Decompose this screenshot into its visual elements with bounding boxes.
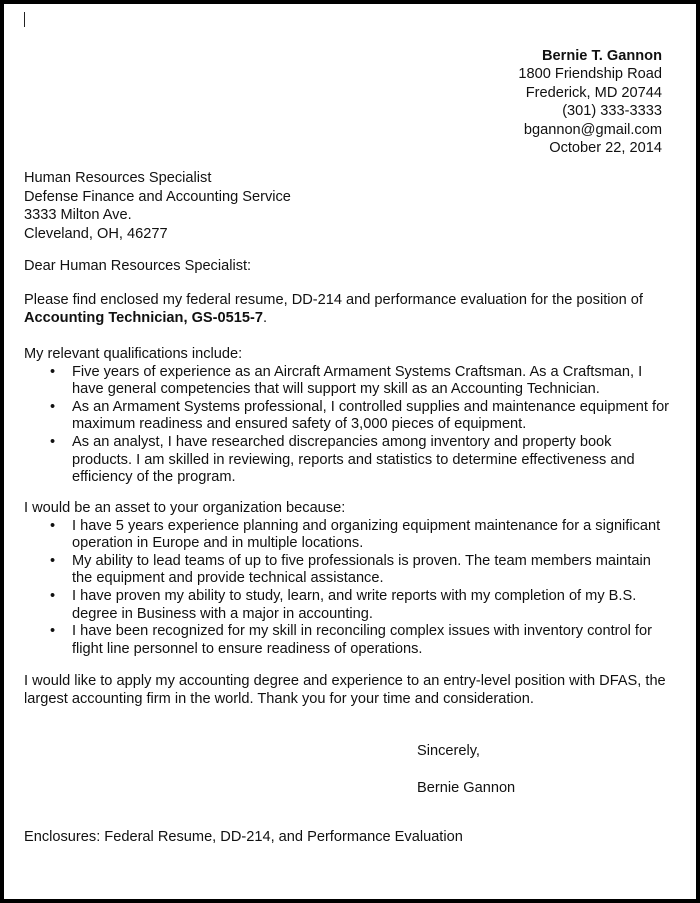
enclosures-line: Enclosures: Federal Resume, DD-214, and Performance Evaluation bbox=[24, 829, 463, 845]
list-item bbox=[24, 399, 674, 434]
sender-block bbox=[518, 47, 662, 157]
assets-list bbox=[24, 518, 674, 659]
sender-name: Bernie T. Gannon bbox=[541, 48, 662, 64]
valediction: Sincerely, bbox=[417, 743, 480, 759]
recipient-title: Human Resources Specialist bbox=[24, 170, 212, 186]
bullet-icon: • bbox=[50, 552, 56, 569]
position-title: Accounting Technician, GS-0515-7 bbox=[24, 309, 263, 326]
list-item-text: I have proven my ability to study, learn, and write reports with my completion of my B.S. degree in Business with a major in accounting. bbox=[72, 587, 637, 622]
bullet-icon: • bbox=[50, 363, 56, 380]
list-item-text: As an Armament Systems professional, I controlled supplies and maintenance equipment for maximum readiness and ensured safety of 3,000 pieces of equipment. bbox=[72, 398, 670, 433]
list-item-text: Five years of experience as an Aircraft Armament Systems Craftsman. As a Craftsman, I have general competencies that will support my skill as an Accounting Technician. bbox=[72, 363, 643, 398]
intro-period: . bbox=[262, 309, 268, 326]
sender-email: bgannon@gmail.com bbox=[523, 121, 662, 138]
letter-date: October 22, 2014 bbox=[549, 140, 662, 157]
text-cursor bbox=[24, 12, 25, 27]
list-item bbox=[24, 518, 674, 553]
list-item-text: I have 5 years experience planning and organizing equipment maintenance for a significant operation in Europe and in multiple locations. bbox=[72, 517, 661, 552]
bullet-icon: • bbox=[50, 517, 56, 534]
qualifications-list bbox=[24, 364, 674, 487]
sender-address-line2: Frederick, MD 20744 bbox=[525, 84, 662, 101]
bullet-icon: • bbox=[50, 433, 56, 450]
intro-text: Please find enclosed my federal resume, DD-214 and performance evaluation for the position of bbox=[24, 292, 643, 308]
bullet-icon: • bbox=[50, 398, 56, 415]
closing-paragraph: I would like to apply my accounting degree and experience to an entry-level position with DFAS, the largest accounting firm in the world. Thank you for your time and consideration. bbox=[24, 673, 666, 707]
intro-paragraph bbox=[24, 292, 674, 327]
bullet-icon: • bbox=[50, 587, 56, 604]
list-item bbox=[24, 588, 674, 623]
recipient-block bbox=[24, 169, 291, 243]
list-item bbox=[24, 623, 674, 658]
sender-address-line1: 1800 Friendship Road bbox=[518, 66, 662, 83]
assets-heading: I would be an asset to your organization because: bbox=[24, 500, 346, 516]
list-item bbox=[24, 364, 674, 399]
qualifications-section bbox=[24, 346, 674, 487]
salutation: Dear Human Resources Specialist: bbox=[24, 258, 252, 274]
bullet-icon: • bbox=[50, 623, 56, 640]
assets-section bbox=[24, 500, 674, 658]
recipient-organization: Defense Finance and Accounting Service bbox=[24, 188, 291, 205]
recipient-street: 3333 Milton Ave. bbox=[24, 207, 132, 223]
signer-name: Bernie Gannon bbox=[417, 780, 516, 796]
list-item bbox=[24, 434, 674, 487]
list-item-text: As an analyst, I have researched discrepancies among inventory and property book products. I am skilled in reviewing, reports and statistics to determine effectiveness and efficiency of the program. bbox=[72, 433, 635, 486]
sender-phone: (301) 333-3333 bbox=[562, 103, 662, 120]
signoff-block bbox=[417, 742, 515, 797]
list-item-text: I have been recognized for my skill in reconciling complex issues with inventory control for flight line personnel to ensure readiness of operations. bbox=[72, 623, 652, 657]
qualifications-heading: My relevant qualifications include: bbox=[24, 346, 243, 362]
list-item-text: My ability to lead teams of up to five professionals is proven. The team members maintain the equipment and provide technical assistance. bbox=[72, 552, 651, 587]
recipient-city-state-zip: Cleveland, OH, 46277 bbox=[24, 225, 168, 242]
list-item bbox=[24, 553, 674, 588]
letter-page bbox=[4, 4, 696, 899]
